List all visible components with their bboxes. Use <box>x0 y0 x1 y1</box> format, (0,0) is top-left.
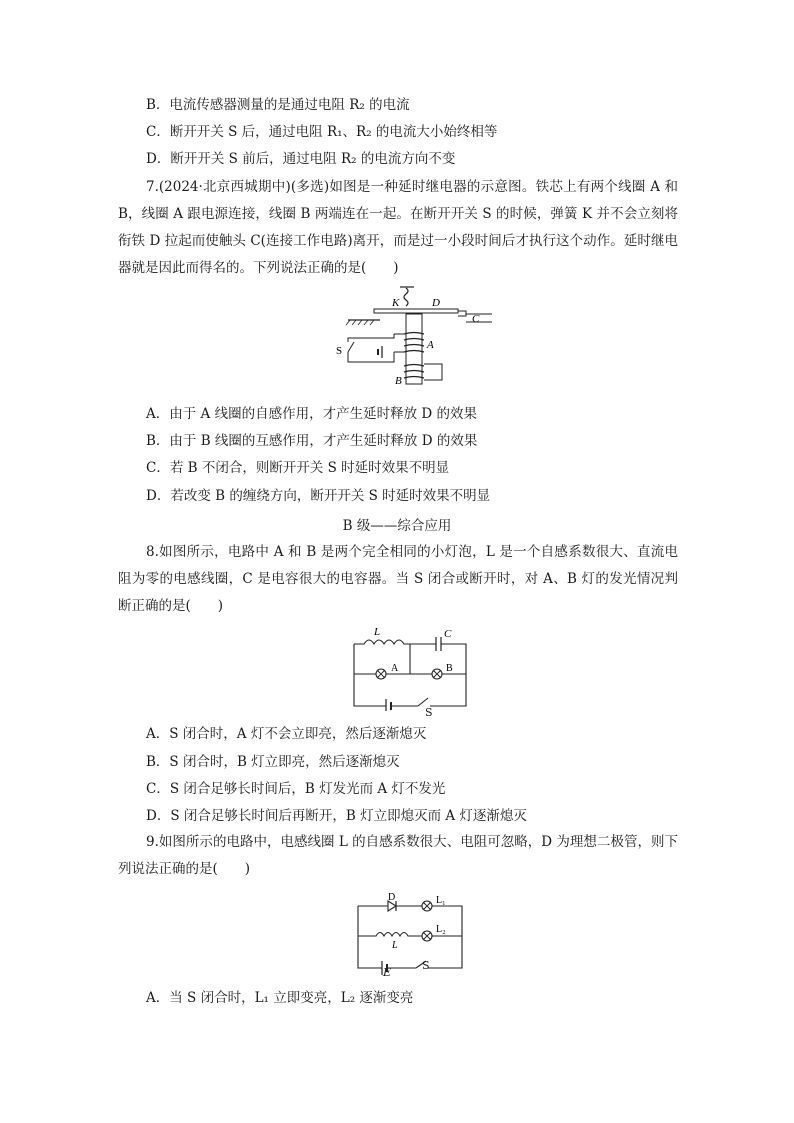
q8-label-l: L <box>374 626 381 638</box>
q9-label-l1: L₁ <box>436 895 446 906</box>
q8-option-a: A．S 闭合时，A 灯不会立即亮，然后逐渐熄灭 <box>146 726 427 742</box>
q8-label-b: B <box>446 663 453 674</box>
q6-option-c: C．断开开关 S 后，通过电阻 R₁、R₂ 的电流大小始终相等 <box>146 124 498 140</box>
q9-label-s: S <box>422 959 430 972</box>
q7-option-c: C．若 B 不闭合，则断开开关 S 时延时效果不明显 <box>146 460 450 476</box>
q7-label-a: A <box>427 339 434 351</box>
q8-option-b: B．S 闭合时，B 灯立即亮，然后逐渐熄灭 <box>146 754 400 770</box>
q8-label-c: C <box>444 628 452 640</box>
q7-option-b: B．由于 B 线圈的互感作用，才产生延时释放 D 的效果 <box>146 433 478 449</box>
q7-label-k: K <box>392 297 400 309</box>
q7-relay-figure <box>334 286 494 386</box>
q9-label-l2: L₂ <box>436 924 446 935</box>
q9-label-e: E <box>383 966 392 979</box>
q9-label-l: L <box>392 940 398 951</box>
q7-option-d: D．若改变 B 的缠绕方向，断开开关 S 时延时效果不明显 <box>146 488 491 504</box>
q7-label-d: D <box>432 297 440 309</box>
q7-stem: 7.(2024·北京西城期中)(多选)如图是一种延时继电器的示意图。铁芯上有两个线圈 A 和 B，线圈 A 跟电源连接，线圈 B 两端连在一起。在断开开关 S 的时候，弹簧 K 并不会立刻将衔铁 D 拉起而使触头 C(连接工作电路)离开，而是过一小段时间后才执行这个动作。延时继电器就是因此而得名的。下列说法正确的是( ) <box>118 179 678 276</box>
q9-option-a: A．当 S 闭合时，L₁ 立即变亮，L₂ 逐渐变亮 <box>146 990 414 1006</box>
q8-label-a: A <box>391 663 399 674</box>
q7-label-c: C <box>472 313 480 325</box>
q9-stem: 9.如图所示的电路中，电感线圈 L 的自感系数很大、电阻可忽略，D 为理想二极管，则下列说法正确的是( ) <box>118 834 678 877</box>
q9-label-d: D <box>388 892 396 903</box>
q6-option-b: B．电流传感器测量的是通过电阻 R₂ 的电流 <box>146 97 410 113</box>
q8-circuit-figure <box>344 626 474 711</box>
q9-circuit-figure <box>350 890 470 975</box>
q7-label-b: B <box>395 375 402 386</box>
q8-stem: 8.如图所示，电路中 A 和 B 是两个完全相同的小灯泡，L 是一个自感系数很大、直流电阻为零的电感线圈，C 是电容很大的电容器。当 S 闭合或断开时，对 A、B 灯的发光情况判断正确的是( ) <box>118 544 678 614</box>
q8-option-d: D．S 闭合足够长时间后再断开，B 灯立即熄灭而 A 灯逐渐熄灭 <box>146 808 527 824</box>
q8-label-s: S <box>425 706 433 719</box>
q8-option-c: C．S 闭合足够长时间后，B 灯发光而 A 灯不发光 <box>146 781 446 797</box>
q7-label-s: S <box>336 345 343 357</box>
q6-option-d: D．断开开关 S 前后，通过电阻 R₂ 的电流方向不变 <box>146 151 456 167</box>
section-heading: B 级——综合应用 <box>342 518 452 534</box>
q7-option-a: A．由于 A 线圈的自感作用，才产生延时释放 D 的效果 <box>146 406 477 422</box>
